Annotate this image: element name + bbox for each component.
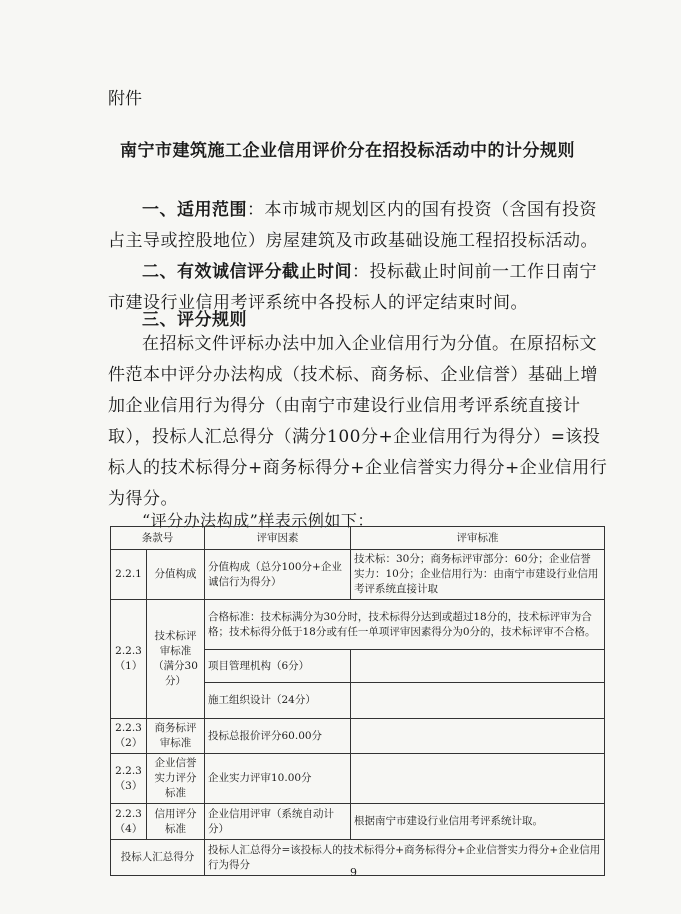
page-number: 9: [350, 866, 357, 879]
clause-name: 技术标评审标准（满分30分）: [147, 600, 205, 719]
standard-cell: 投标人汇总得分=该投标人的技术标得分+商务标得分+企业信誉实力得分+企业信用行为得分: [205, 840, 605, 876]
factor-cell: 施工组织设计（24分）: [205, 683, 351, 719]
factor-cell: 企业信用评审（系统自动计分）: [205, 804, 351, 840]
standard-cell: 合格标准：技术标满分为30分时，技术标得分达到或超过18分的，技术标评审为合格；技术标得分低于18分或有任一单项评审因素得分为0分的，技术标评审不合格。: [205, 600, 605, 650]
clause-name: 分值构成: [147, 550, 205, 600]
clause-name: 信用评分标准: [147, 804, 205, 840]
header-clause-no: 条款号: [111, 527, 205, 550]
clause-number: 2.2.3（3）: [111, 754, 147, 804]
section-rules-heading: 三、评分规则: [142, 310, 247, 330]
section-scope: [108, 195, 608, 257]
section-deadline-text: ：投标截止时间前一工作日南宁市建设行业信用考评系统中各投标人的评定结束时间。: [108, 262, 597, 313]
clause-name: 投标人汇总得分: [111, 840, 205, 876]
header-factor: 评审因素: [205, 527, 351, 550]
scoring-table: [110, 526, 605, 876]
standard-cell: [351, 719, 605, 754]
table-row: [111, 600, 605, 650]
standard-cell: [351, 683, 605, 719]
standard-cell: [351, 650, 605, 683]
table-intro: “评分办法构成”样表示例如下：: [142, 511, 374, 530]
table-row: [111, 719, 605, 754]
factor-cell: 分值构成（总分100分+企业诚信行为得分）: [205, 550, 351, 600]
standard-cell: 根据南宁市建设行业信用考评系统计取。: [351, 804, 605, 840]
table-row: [111, 754, 605, 804]
clause-name: 商务标评审标准: [147, 719, 205, 754]
header-standard: 评审标准: [351, 527, 605, 550]
section-rules-text: 在招标文件评标办法中加入企业信用行为分值。在原招标文件范本中评分办法构成（技术标、商务标、企业信誉）基础上增加企业信用行为得分（由南宁市建设行业信用考评系统直接计取），投标人汇总得分（满分100分+企业信用行为得分）=该投标人的技术标得分+商务标得分+企业信誉实力得分+企业信用行为得分。: [108, 334, 608, 509]
factor-cell: 企业实力评审10.00分: [205, 754, 351, 804]
factor-cell: 投标总报价评分60.00分: [205, 719, 351, 754]
attachment-label: 附件: [108, 89, 142, 109]
table-row: [111, 804, 605, 840]
clause-number: 2.2.3（4）: [111, 804, 147, 840]
clause-number: 2.2.1: [111, 550, 147, 600]
clause-name: 企业信誉实力评分标准: [147, 754, 205, 804]
clause-number: 2.2.3（2）: [111, 719, 147, 754]
standard-cell: [351, 754, 605, 804]
clause-number: 2.2.3（1）: [111, 600, 147, 719]
section-scope-text: ：本市城市规划区内的国有投资（含国有投资占主导或控股地位）房屋建筑及市政基础设施工程招投标活动。: [108, 200, 598, 251]
table-row: [111, 550, 605, 600]
standard-cell: 技术标：30分；商务标评审部分：60分；企业信誉实力：10分；企业信用行为：由南宁市建设行业信用考评系统直接计取: [351, 550, 605, 600]
factor-cell: 项目管理机构（6分）: [205, 650, 351, 683]
section-scope-heading: 一、适用范围: [142, 200, 247, 220]
table-row: [111, 840, 605, 876]
document-title: 南宁市建筑施工企业信用评价分在招投标活动中的计分规则: [120, 141, 575, 161]
section-deadline-heading: 二、有效诚信评分截止时间: [142, 262, 352, 282]
table-header-row: [111, 527, 605, 550]
